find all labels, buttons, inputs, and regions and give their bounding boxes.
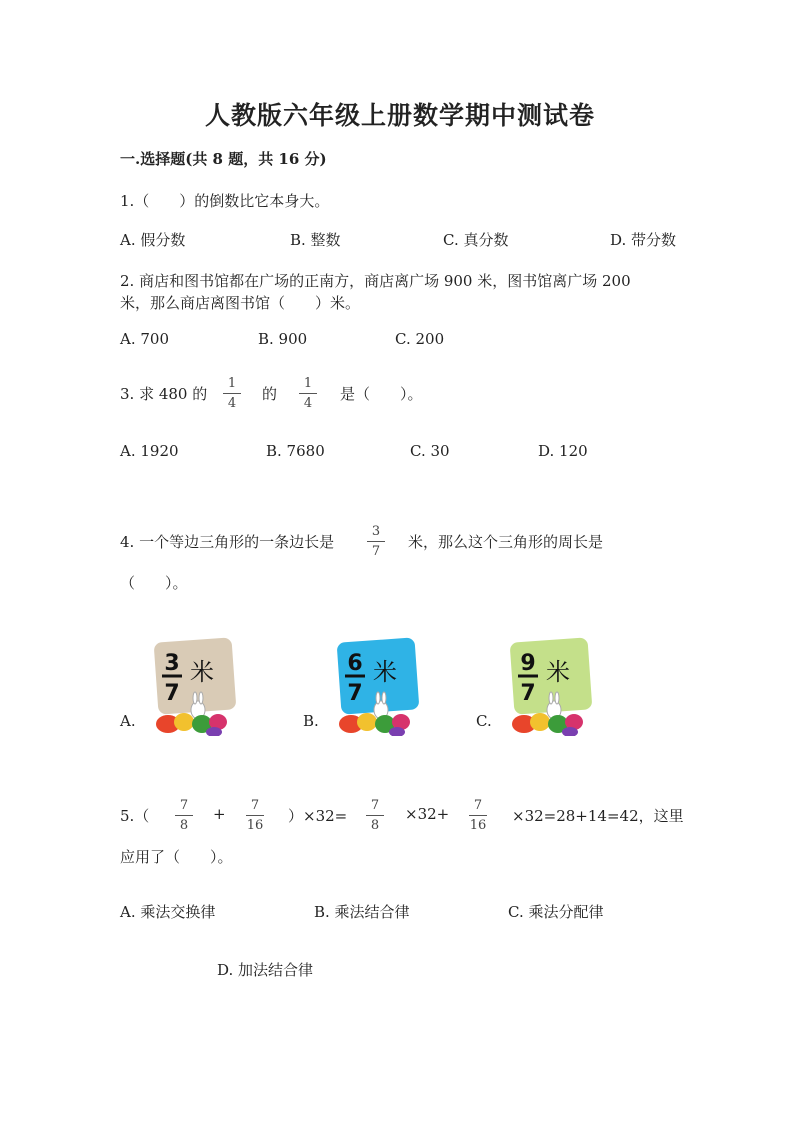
card-b-unit: 米 [373,658,397,686]
page-title: 人教版六年级上册数学期中测试卷 [204,101,595,130]
q5-fraction-1 [173,798,195,833]
question-5-times2: ×32+ [405,805,450,823]
q2-option-a[interactable]: A. 700 [120,330,169,348]
question-5-open: 5.（ [120,807,150,825]
card-a-numerator: 3 [164,651,180,676]
question-4-suffix: 米，那么这个三角形的周长是 [408,533,604,551]
question-3-prefix: 3. 求 480 的 [120,385,208,403]
q5-option-a[interactable]: A. 乘法交换律 [120,903,216,921]
q5-fraction-2-den: 16 [246,818,264,833]
q5-fraction-1-den: 8 [179,818,189,833]
q1-option-c[interactable]: C. 真分数 [443,231,509,249]
question-1-text: 1.（ ）的倒数比它本身大。 [120,192,330,210]
q1-option-b[interactable]: B. 整数 [290,231,341,249]
card-b-denominator: 7 [347,681,363,706]
question-3-suffix: 是（ ）。 [340,385,423,403]
q4-option-c-letter[interactable]: C. [476,712,492,730]
q5-fraction-3-num: 7 [370,798,380,813]
q5-option-b[interactable]: B. 乘法结合律 [314,903,410,921]
q5-fraction-3-den: 8 [370,818,380,833]
q3-option-d[interactable]: D. 120 [538,442,588,460]
q3-option-a[interactable]: A. 1920 [120,442,179,460]
question-2-line1: 2. 商店和图书馆都在广场的正南方，商店离广场 900 米，图书馆离广场 200 [120,272,631,290]
question-4-prefix: 4. 一个等边三角形的一条边长是 [120,533,335,551]
q5-fraction-2-num: 7 [250,798,260,813]
q3-option-c[interactable]: C. 30 [410,442,450,460]
q1-option-d[interactable]: D. 带分数 [610,231,677,249]
card-c-numerator: 9 [520,651,536,676]
question-5-times1: ）×32= [288,807,348,825]
q3-fraction-1-num: 1 [227,376,237,391]
q5-option-c[interactable]: C. 乘法分配律 [508,903,604,921]
q5-fraction-4-num: 7 [473,798,483,813]
q4-option-a-card[interactable] [150,636,238,736]
q1-option-a[interactable]: A. 假分数 [120,231,186,249]
section-heading: 一.选择题(共 8 题，共 16 分) [120,150,327,168]
question-5-line2: 应用了（ ）。 [120,848,233,866]
card-c-denominator: 7 [520,681,536,706]
question-3-mid: 的 [262,385,278,403]
q4-option-b-card[interactable] [333,636,421,736]
q3-option-b[interactable]: B. 7680 [266,442,325,460]
question-5-plus: + [213,805,226,823]
q4-option-a-letter[interactable]: A. [120,712,136,730]
card-b-numerator: 6 [347,651,363,676]
q5-fraction-4-den: 16 [469,818,487,833]
q4-option-b-letter[interactable]: B. [303,712,319,730]
q5-fraction-4 [467,798,489,833]
q5-option-d[interactable]: D. 加法结合律 [217,961,314,979]
card-a-unit: 米 [190,658,214,686]
question-2-line2: 米，那么商店离图书馆（ ）米。 [120,294,361,312]
q3-fraction-1 [221,376,243,411]
q3-fraction-1-den: 4 [227,396,237,411]
card-c-unit: 米 [546,658,570,686]
q5-fraction-2 [244,798,266,833]
q4-fraction [365,524,387,559]
q5-fraction-1-num: 7 [179,798,189,813]
q5-fraction-3 [364,798,386,833]
q3-fraction-2-num: 1 [303,376,313,391]
card-a-denominator: 7 [164,681,180,706]
question-5-result: ×32=28+14=42，这里 [512,807,684,825]
q3-fraction-2-den: 4 [303,396,313,411]
q4-fraction-den: 7 [371,544,381,559]
question-4-line2: （ ）。 [120,574,188,592]
q2-option-c[interactable]: C. 200 [395,330,445,348]
q4-fraction-num: 3 [371,524,381,539]
q3-fraction-2 [297,376,319,411]
q4-option-c-card[interactable] [506,636,594,736]
q2-option-b[interactable]: B. 900 [258,330,308,348]
